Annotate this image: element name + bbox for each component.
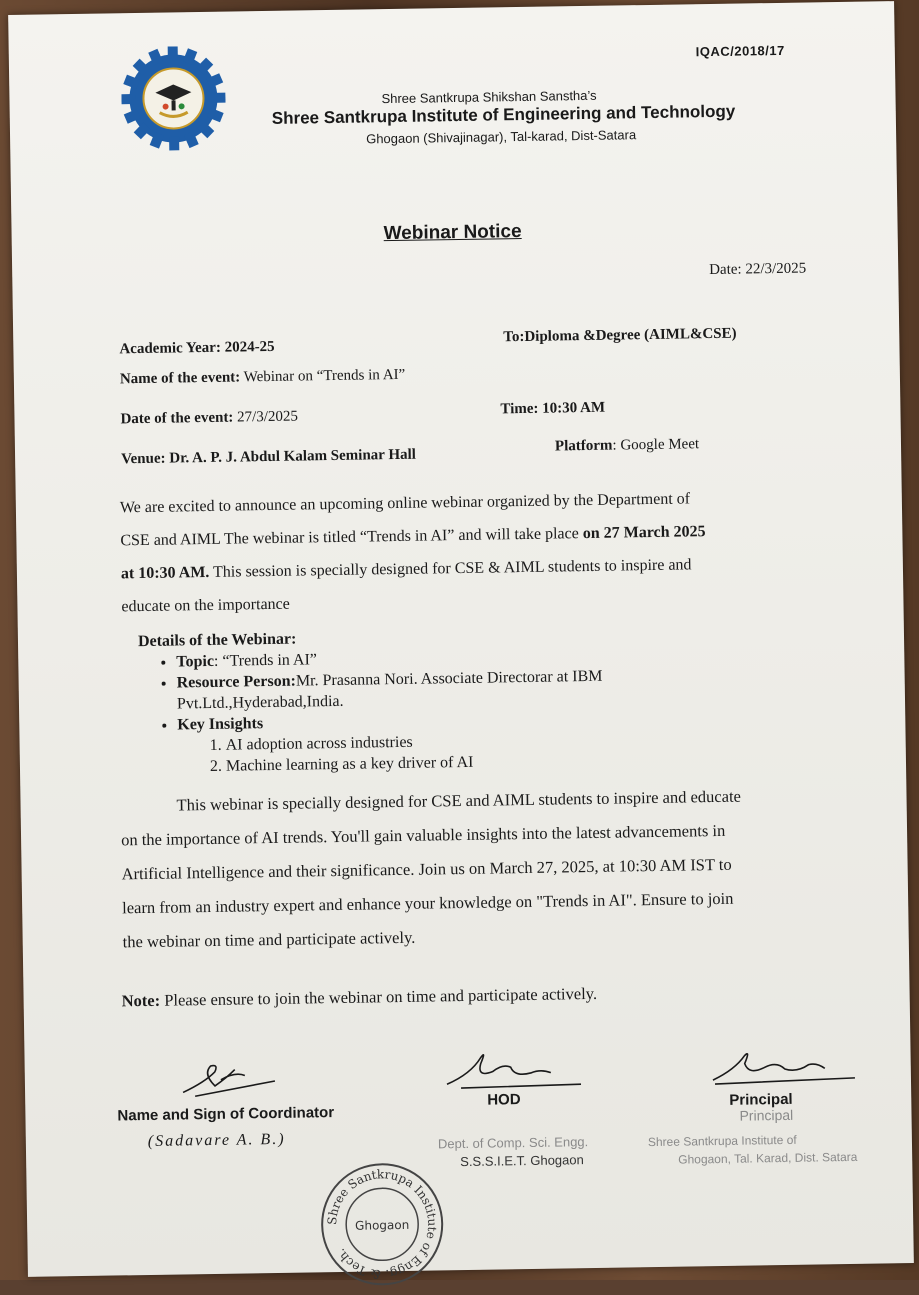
intro-line-1: We are excited to announce an upcoming online webinar organized by the Department of [119, 490, 691, 517]
resource-label: Resource Person: [176, 672, 297, 692]
notice-title: Webinar Notice [383, 220, 522, 245]
body-line-5: the webinar on time and participate actively. [122, 927, 416, 952]
topic-value: : “Trends in AI” [213, 651, 318, 670]
body-line-3: Artificial Intelligence and their significance. Join us on March 27, 2025, at 10:30 AM IST to [121, 854, 732, 884]
webinar-details [138, 624, 604, 778]
notice-sheet [8, 1, 914, 1282]
body-paragraph [120, 778, 853, 959]
event-name-value: Webinar on “Trends in AI” [240, 366, 406, 386]
hod-stamp-line-2: S.S.S.I.E.T. Ghogaon [460, 1152, 584, 1170]
hod-stamp-line-1: Dept. of Comp. Sci. Engg. [437, 1134, 589, 1152]
institute-address: Ghogaon (Shivajinagar), Tal-karad, Dist-Satara [366, 127, 637, 147]
principal-stamp-line-3: Ghogaon, Tal. Karad, Dist. Satara [678, 1149, 858, 1167]
hod-label: HOD [487, 1091, 521, 1109]
note-text: Please ensure to join the webinar on time and participate actively. [159, 983, 598, 1010]
academic-year: Academic Year: 2024-25 [119, 338, 275, 358]
stamp-outer-text: Shree Santkrupa Institute of Engg. & Tech. [325, 1167, 440, 1282]
insight-item: 1. AI adoption across industries [225, 729, 603, 756]
sanstha-name: Shree Santkrupa Shikshan Sanstha’s [381, 87, 597, 107]
body-line-4: learn from an industry expert and enhance your knowledge on "Trends in AI". Ensure to join [122, 888, 734, 918]
intro-line-4: educate on the importance [121, 595, 290, 616]
audience: To:Diploma &Degree (AIML&CSE) [503, 325, 737, 346]
detail-key-insights [177, 708, 604, 778]
note-label: Note: [121, 990, 161, 1011]
event-name [120, 367, 406, 388]
details-list [138, 645, 604, 778]
topic-label: Topic [176, 652, 215, 671]
institute-logo-icon [121, 46, 227, 152]
hod-signature-icon [440, 1042, 591, 1094]
event-date [120, 409, 298, 429]
institute-stamp-icon [316, 1158, 448, 1290]
intro-line-3b: This session is specially designed for CSE & AIML students to inspire and [209, 556, 692, 581]
stamp-center-text: Ghogaon [355, 1217, 410, 1233]
event-platform [555, 436, 699, 455]
event-date-label: Date of the event: [120, 409, 234, 428]
body-line-1: This webinar is specially designed for CSE and AIML students to inspire and educate [176, 786, 742, 815]
platform-value: : Google Meet [612, 436, 700, 454]
intro-line-2b: on 27 March 2025 [582, 523, 706, 543]
principal-stamp-line-2: Shree Santkrupa Institute of [647, 1132, 797, 1150]
coordinator-name: (Sadavare A. B.) [147, 1130, 286, 1150]
notice-date: Date: 22/3/2025 [709, 260, 807, 279]
insight-item: 2. Machine learning as a key driver of AI [226, 750, 604, 777]
institute-name: Shree Santkrupa Institute of Engineering and Technology [271, 101, 736, 128]
resource-value: Mr. Prasanna Nori. Associate Directorar at IBM [295, 667, 603, 690]
principal-signature-icon [704, 1042, 865, 1089]
reference-number: IQAC/2018/17 [695, 42, 785, 60]
details-heading: Details of the Webinar: [137, 630, 297, 651]
principal-label: Principal [729, 1090, 793, 1109]
event-time: Time: 10:30 AM [500, 399, 606, 418]
insights-label: Key Insights [177, 715, 264, 734]
event-date-value: 27/3/2025 [233, 408, 299, 426]
detail-resource-person [176, 666, 602, 715]
event-venue: Venue: Dr. A. P. J. Abdul Kalam Seminar Hall [121, 446, 417, 468]
intro-line-3a: at 10:30 AM. [120, 563, 210, 583]
event-name-label: Name of the event: [119, 369, 241, 388]
resource-value-2: Pvt.Ltd.,Hyderabad,India. [176, 692, 344, 713]
principal-stamp-line-1: Principal [739, 1106, 794, 1124]
coordinator-label: Name and Sign of Coordinator [117, 1104, 335, 1125]
intro-paragraph [120, 480, 822, 623]
insights-list [177, 729, 603, 778]
intro-line-2a: CSE and AIML The webinar is titled “Trends in AI” and will take place [120, 525, 583, 550]
body-line-2: on the importance of AI trends. You'll gain valuable insights into the latest advancements in [120, 820, 726, 850]
note [121, 984, 597, 1011]
coordinator-signature-icon [174, 1051, 285, 1103]
platform-label: Platform [554, 437, 613, 455]
